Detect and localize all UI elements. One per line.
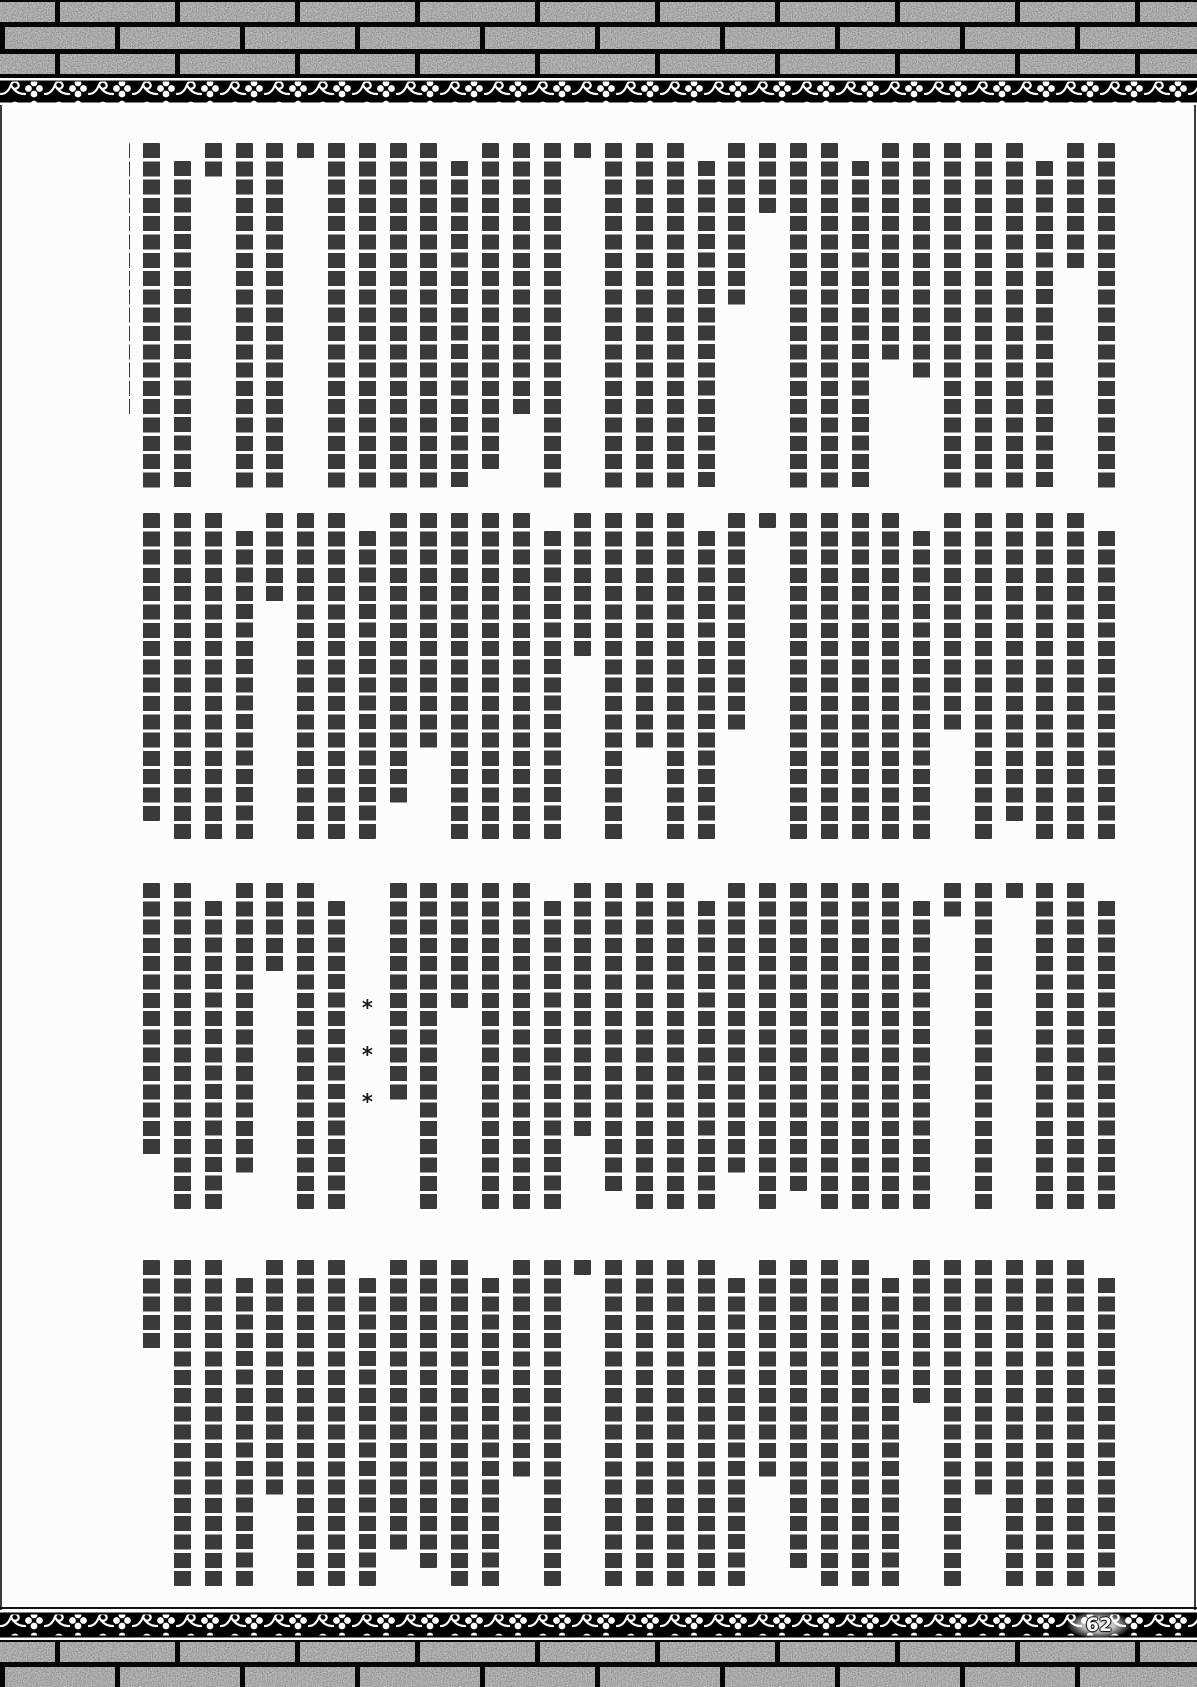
redacted-text-column <box>882 513 899 839</box>
page-edge-line-left <box>0 105 2 1610</box>
redacted-text-column <box>390 1260 407 1550</box>
redacted-text-column <box>420 143 437 488</box>
redacted-text-column <box>975 143 992 488</box>
redacted-text-column <box>513 513 530 839</box>
scene-break: * * * <box>361 995 373 1114</box>
page-number-glow <box>1067 1611 1131 1639</box>
page-number: 62 <box>1085 1614 1113 1636</box>
redacted-text-column <box>698 161 715 487</box>
redacted-text-column <box>574 883 591 1136</box>
redacted-text-column <box>451 1260 468 1586</box>
redacted-text-column <box>944 883 961 917</box>
brick-border-bottom <box>0 1640 1197 1687</box>
redacted-text-column <box>544 143 561 488</box>
redacted-text-column <box>266 883 283 972</box>
redacted-text-column <box>728 1278 745 1586</box>
brick-border-top <box>0 0 1197 78</box>
redacted-text-column <box>420 513 437 748</box>
redacted-text-column <box>605 513 622 839</box>
redacted-text-column <box>605 143 622 488</box>
redacted-text-column <box>636 143 653 488</box>
redacted-text-column <box>852 513 869 839</box>
redacted-text-column <box>913 901 930 1209</box>
redacted-text-column <box>143 883 160 1155</box>
ornament-band-top <box>0 78 1197 105</box>
redacted-text-column <box>1036 883 1053 1209</box>
redacted-text-column <box>636 1260 653 1586</box>
redacted-text-column <box>667 1260 684 1586</box>
redacted-text-column <box>944 143 961 488</box>
redacted-text-column <box>882 1278 899 1586</box>
redacted-text-column <box>790 1260 807 1568</box>
redacted-text-column <box>390 143 407 488</box>
redacted-text-column <box>913 1260 930 1403</box>
redacted-text-column <box>636 883 653 1209</box>
bottom-rule <box>0 1607 1197 1609</box>
redacted-text-column <box>451 513 468 839</box>
redacted-text-column <box>205 143 222 177</box>
redacted-text-column <box>605 883 622 1191</box>
redacted-text-column <box>544 1260 561 1586</box>
redacted-text-column <box>297 513 314 839</box>
redacted-text-column <box>574 143 591 158</box>
text-band-4 <box>129 1260 1115 1600</box>
redacted-text-column <box>852 883 869 1209</box>
text-band-1 <box>129 143 1115 497</box>
brick-texture-top <box>0 0 1197 78</box>
floral-vine-motif <box>0 78 1197 105</box>
redacted-text-column <box>759 1260 776 1477</box>
redacted-text-column <box>544 901 561 1209</box>
redacted-text-column <box>1067 513 1084 839</box>
redacted-text-column <box>790 883 807 1191</box>
redacted-text-column <box>1098 1278 1115 1586</box>
redacted-text-column <box>852 161 869 487</box>
redacted-text-column <box>975 1260 992 1495</box>
redacted-text-column <box>1036 1260 1053 1586</box>
redacted-text-column <box>698 901 715 1209</box>
redacted-text-column <box>513 143 530 415</box>
redacted-text-column <box>205 901 222 1209</box>
redacted-text-column <box>698 531 715 839</box>
redacted-text-column <box>482 1278 499 1586</box>
redacted-text-column <box>451 161 468 487</box>
redacted-text-column <box>975 513 992 839</box>
redacted-text-column <box>1098 901 1115 1209</box>
redacted-text-column <box>605 1260 622 1586</box>
redacted-text-column <box>1006 883 1023 898</box>
redacted-text-column <box>1067 883 1084 1209</box>
redacted-text-column <box>944 513 961 730</box>
redacted-text-column <box>236 143 253 488</box>
redacted-text-column <box>205 1260 222 1586</box>
redacted-text-column <box>667 883 684 1209</box>
redacted-text-column <box>390 513 407 803</box>
redacted-text-column <box>236 1278 253 1586</box>
ornament-band-bottom <box>0 1610 1197 1640</box>
redacted-text-column <box>636 513 653 748</box>
redacted-text-column <box>266 513 283 602</box>
redacted-text-column <box>1098 531 1115 839</box>
redacted-text-column <box>143 513 160 821</box>
redacted-text-column <box>544 531 561 839</box>
redacted-text-column <box>882 883 899 1209</box>
redacted-text-column <box>328 513 345 839</box>
redacted-text-column <box>821 1260 838 1586</box>
redacted-text-column <box>297 883 314 1209</box>
floral-vine-motif <box>0 1610 1197 1640</box>
redacted-text-column <box>1036 513 1053 839</box>
redacted-text-column <box>482 883 499 1209</box>
redacted-text-column <box>790 513 807 839</box>
page-content <box>0 105 1197 1610</box>
redacted-text-column <box>451 883 468 1008</box>
redacted-text-column <box>359 531 376 839</box>
redacted-text-column <box>1067 1260 1084 1586</box>
redacted-text-column <box>513 1260 530 1477</box>
redacted-text-column <box>913 531 930 839</box>
redacted-text-column <box>390 883 407 1100</box>
redacted-text-column <box>420 883 437 1209</box>
redacted-text-column <box>297 1260 314 1586</box>
redacted-text-column <box>328 901 345 1209</box>
redacted-text-column <box>359 1278 376 1586</box>
text-band-3 <box>129 883 1115 1227</box>
redacted-text-column <box>174 883 191 1209</box>
redacted-text-column <box>821 883 838 1209</box>
redacted-text-column <box>1006 1260 1023 1586</box>
redacted-text-column <box>759 883 776 1209</box>
redacted-text-column <box>944 1260 961 1586</box>
redacted-text-column <box>821 513 838 839</box>
redacted-text-column <box>174 161 191 487</box>
redacted-text-column <box>698 1260 715 1586</box>
redacted-text-column <box>913 143 930 378</box>
redacted-text-column <box>359 143 376 488</box>
redacted-text-column <box>420 1260 437 1568</box>
redacted-text-column <box>236 531 253 839</box>
redacted-text-column <box>174 1260 191 1586</box>
redacted-text-column <box>1006 143 1023 488</box>
redacted-text-column <box>1006 513 1023 821</box>
redacted-text-column <box>882 143 899 360</box>
redacted-text-column <box>667 143 684 488</box>
redacted-text-column <box>759 143 776 213</box>
redacted-text-column <box>143 143 160 488</box>
redacted-text-column <box>975 883 992 1209</box>
redacted-text-column <box>129 143 130 415</box>
redacted-text-column <box>174 513 191 839</box>
redacted-text-column <box>759 513 776 528</box>
redacted-text-column <box>728 143 745 305</box>
redacted-text-column <box>143 1260 160 1349</box>
redacted-text-column <box>328 1260 345 1586</box>
redacted-text-column <box>482 143 499 469</box>
brick-texture-bottom <box>0 1640 1197 1687</box>
redacted-text-column <box>236 883 253 1173</box>
redacted-text-column <box>297 143 314 158</box>
redacted-text-column <box>574 1260 591 1275</box>
redacted-text-column <box>1098 143 1115 488</box>
redacted-text-column <box>821 143 838 488</box>
redacted-text-column <box>328 143 345 488</box>
redacted-text-column <box>513 883 530 1209</box>
redacted-text-column <box>266 1260 283 1495</box>
redacted-text-column <box>1067 143 1084 268</box>
text-band-2 <box>129 513 1115 857</box>
redacted-text-column <box>266 143 283 488</box>
redacted-text-column <box>205 513 222 839</box>
page-edge-line-right <box>1194 105 1196 1610</box>
redacted-text-column <box>728 883 745 1173</box>
redacted-text-column <box>574 513 591 656</box>
redacted-text-column <box>667 513 684 839</box>
redacted-text-column <box>852 1260 869 1586</box>
redacted-text-column <box>1036 161 1053 487</box>
redacted-text-column <box>790 143 807 488</box>
redacted-text-column <box>482 513 499 839</box>
redacted-text-column <box>728 513 745 730</box>
